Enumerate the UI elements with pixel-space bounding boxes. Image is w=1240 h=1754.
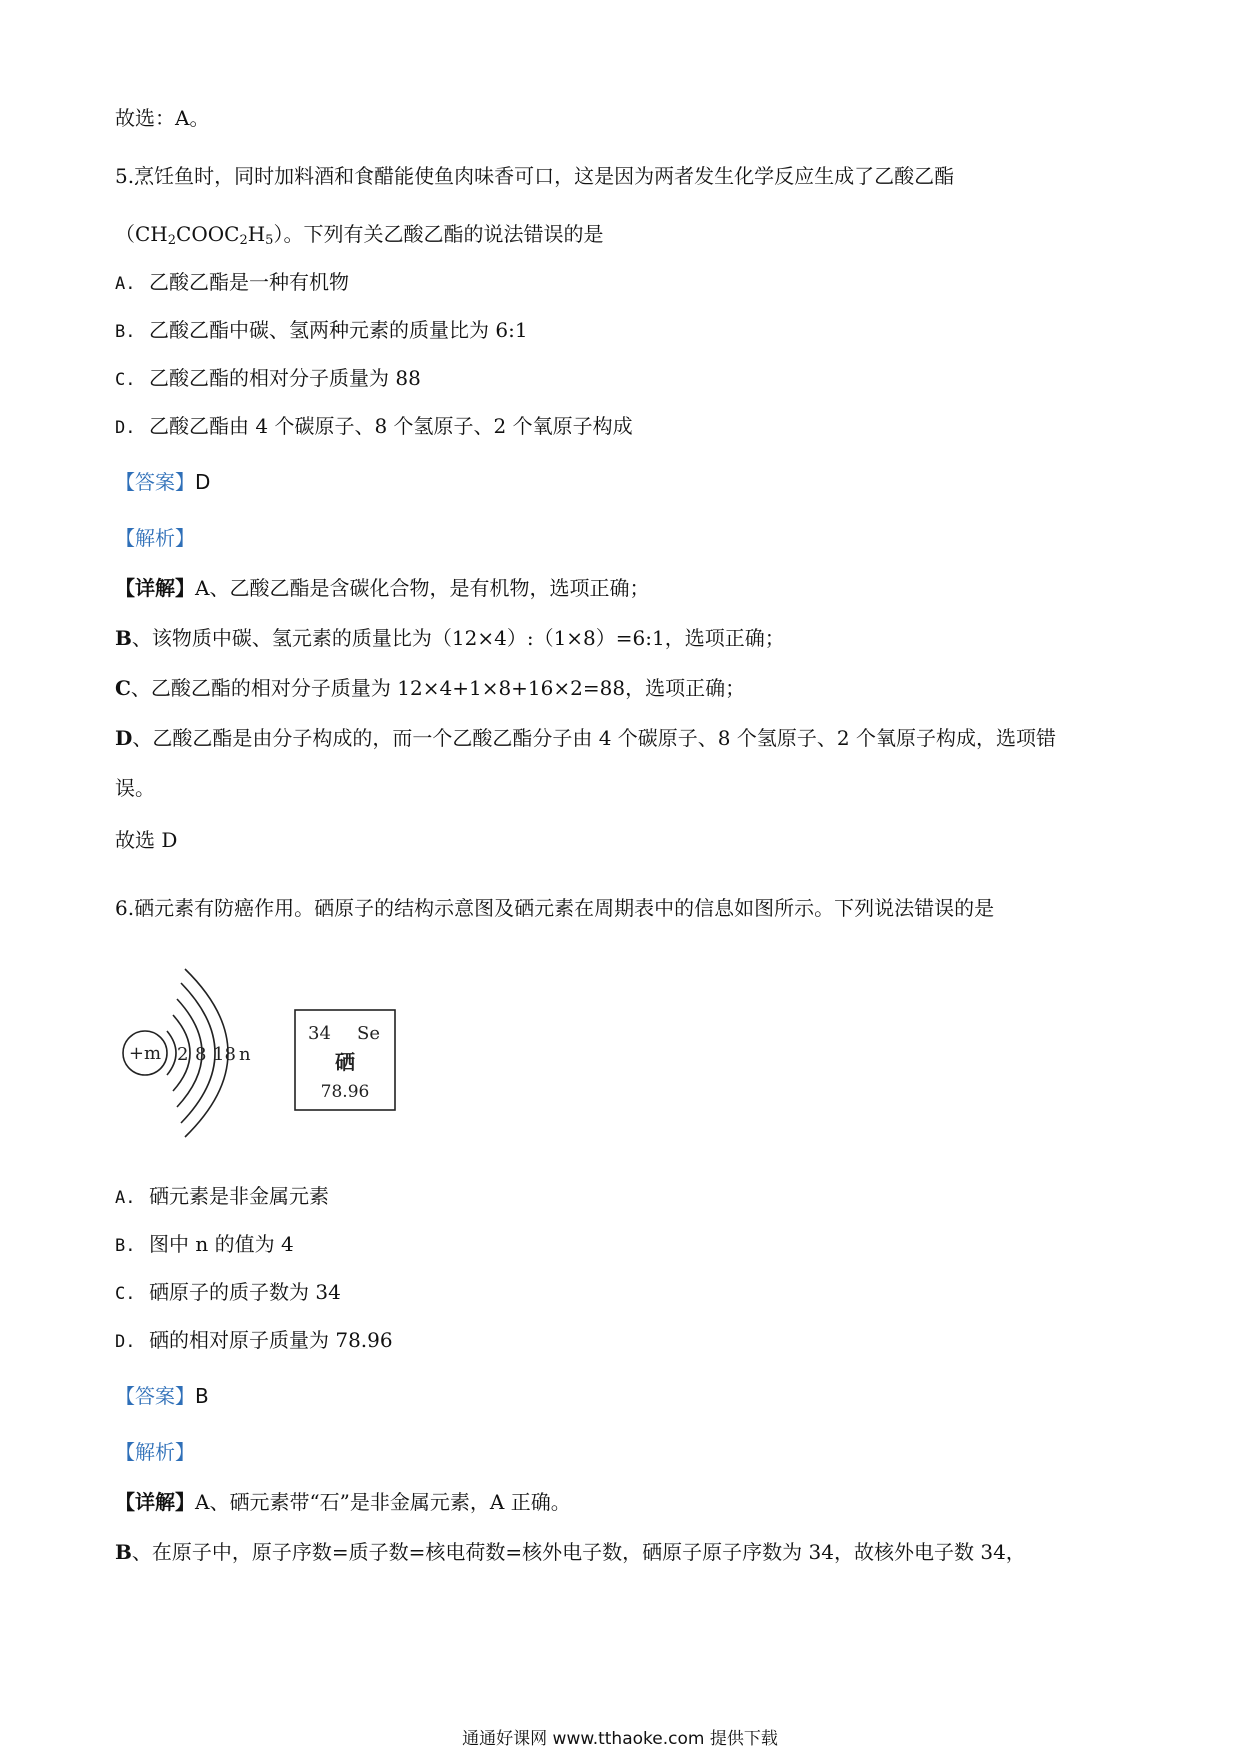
option-text: 硒的相对原子质量为 78.96	[149, 1328, 393, 1352]
shell-arc-1	[167, 1031, 176, 1075]
q6-option-a	[115, 1182, 329, 1212]
q5-detail-d	[115, 724, 1056, 752]
q5-detail-d-cont: 误。	[115, 776, 155, 800]
q5-option-c	[115, 364, 421, 394]
q6-detail-b	[115, 1538, 1026, 1566]
q5-formula-sub2: 2	[239, 233, 248, 248]
option-text: 硒原子的质子数为 34	[149, 1280, 341, 1304]
detail-b-prefix: B	[115, 1540, 132, 1564]
q5-answer	[115, 468, 210, 496]
answer-tag: 【答案】	[115, 1384, 195, 1408]
option-text: 乙酸乙酯中碳、氢两种元素的质量比为 6:1	[149, 318, 528, 342]
detail-d-prefix: D	[115, 726, 133, 750]
q5-stem-line1: 5.烹饪鱼时，同时加料酒和食醋能使鱼肉味香可口，这是因为两者发生化学反应生成了乙酸乙酯	[115, 164, 955, 188]
q5-option-a	[115, 268, 349, 298]
answer-value: D	[195, 470, 211, 494]
option-text: 图中 n 的值为 4	[149, 1232, 294, 1256]
analysis-tag: 【解析】	[115, 1440, 195, 1464]
option-text: 硒元素是非金属元素	[149, 1184, 329, 1208]
analysis-tag: 【解析】	[115, 526, 195, 550]
detail-b-text: 、该物质中碳、氢元素的质量比为（12×4）:（1×8）=6:1，选项正确；	[131, 626, 785, 650]
q5-detail-c	[115, 674, 745, 702]
option-letter: B.	[115, 1236, 136, 1256]
option-letter: A.	[115, 1188, 136, 1208]
q5-formula-h: H	[247, 222, 266, 246]
q5-detail-b	[115, 624, 785, 652]
q5-stem-line2	[115, 220, 603, 255]
answer-tag: 【答案】	[115, 470, 195, 494]
detail-c-prefix: C	[115, 676, 131, 700]
option-letter: A.	[115, 274, 136, 294]
element-name: 硒	[335, 1050, 355, 1074]
nucleus-label: +m	[128, 1043, 162, 1064]
selenium-figure	[115, 955, 415, 1155]
detail-b-prefix: B	[115, 626, 132, 650]
prev-conclusion: 故选：A。	[115, 106, 210, 130]
page-footer: 通通好课网 www.tthaoke.com 提供下载	[462, 1729, 778, 1749]
q5-formula-open: （CH	[115, 222, 168, 246]
detail-tag: 【详解】	[115, 576, 195, 600]
q5-option-d	[115, 412, 633, 442]
answer-value: B	[195, 1384, 209, 1408]
detail-a-text: A、乙酸乙酯是含碳化合物，是有机物，选项正确；	[195, 576, 650, 600]
q5-analysis-tag	[115, 524, 195, 552]
option-text: 乙酸乙酯是一种有机物	[149, 270, 349, 294]
shell-count-3: 18	[213, 1044, 236, 1065]
q5-option-b	[115, 316, 528, 346]
q6-option-d	[115, 1326, 393, 1356]
shell-count-1: 2	[177, 1044, 189, 1065]
q6-answer	[115, 1382, 209, 1410]
option-letter: D.	[115, 1332, 136, 1352]
option-letter: C.	[115, 370, 136, 390]
q6-option-c	[115, 1278, 341, 1308]
q6-option-b	[115, 1230, 294, 1260]
option-letter: B.	[115, 322, 136, 342]
shell-count-2: 8	[195, 1044, 207, 1065]
element-number: 34	[308, 1023, 331, 1044]
option-letter: C.	[115, 1284, 136, 1304]
option-letter: D.	[115, 418, 136, 438]
detail-d-text: 、乙酸乙酯是由分子构成的，而一个乙酸乙酯分子由 4 个碳原子、8 个氢原子、2 个氧原子构成，选项错	[132, 726, 1056, 750]
detail-c-text: 、乙酸乙酯的相对分子质量为 12×4+1×8+16×2=88，选项正确；	[130, 676, 746, 700]
q6-detail-a	[115, 1488, 571, 1516]
q6-stem: 6.硒元素有防癌作用。硒原子的结构示意图及硒元素在周期表中的信息如图所示。下列说法错误的是	[115, 896, 995, 920]
option-text: 乙酸乙酯由 4 个碳原子、8 个氢原子、2 个氧原子构成	[149, 414, 633, 438]
q5-detail-a	[115, 574, 649, 602]
element-symbol: Se	[357, 1023, 380, 1044]
q5-conclusion: 故选 D	[115, 828, 178, 852]
q5-formula-mid: COOC	[176, 222, 240, 246]
q5-stem-rest: ）。下列有关乙酸乙酯的说法错误的是	[273, 222, 604, 246]
detail-a-text: A、硒元素带“石”是非金属元素，A 正确。	[195, 1490, 571, 1514]
detail-tag: 【详解】	[115, 1490, 195, 1514]
shell-count-4: n	[239, 1044, 251, 1065]
q5-formula-sub1: 2	[167, 233, 177, 248]
q6-analysis-tag	[115, 1438, 195, 1466]
detail-b-text: 、在原子中，原子序数=质子数=核电荷数=核外电子数，硒原子原子序数为 34，故核外电子数 34，	[131, 1540, 1026, 1564]
q5-formula-sub3: 5	[265, 233, 274, 248]
element-mass: 78.96	[320, 1082, 370, 1102]
option-text: 乙酸乙酯的相对分子质量为 88	[149, 366, 421, 390]
